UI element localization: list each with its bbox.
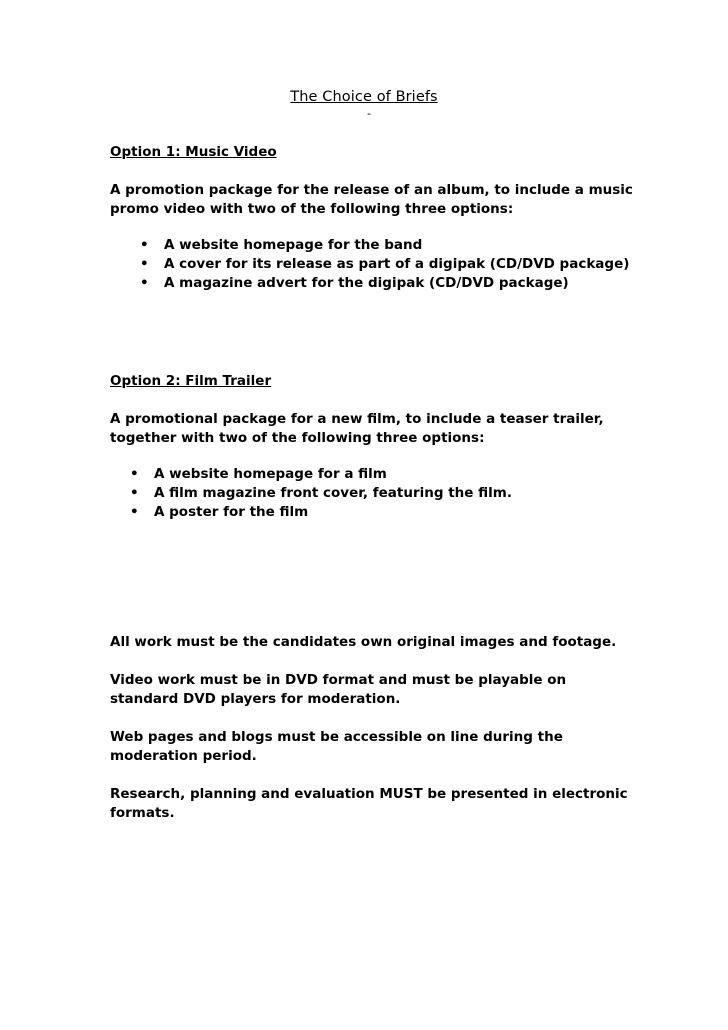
- list-item-text: A magazine advert for the digipak (CD/DVD package): [164, 275, 569, 291]
- document-title: The Choice of Briefs: [290, 89, 438, 105]
- note-web-line2: moderation period.: [110, 748, 257, 764]
- title-mark: -: [367, 107, 371, 120]
- note-web-line1: Web pages and blogs must be accessible on line during the: [110, 729, 563, 745]
- note-video-line1: Video work must be in DVD format and must be playable on: [110, 672, 567, 688]
- note-research-line2: formats.: [110, 805, 175, 821]
- option1-heading: Option 1: Music Video: [110, 144, 277, 160]
- option2-intro-line2: together with two of the following three options:: [110, 430, 485, 446]
- list-item-text: A cover for its release as part of a digipak (CD/DVD package): [164, 256, 630, 272]
- list-item: [110, 503, 670, 522]
- option2-list: [110, 465, 670, 522]
- bullet-icon: •: [140, 237, 149, 253]
- bullet-icon: •: [130, 504, 139, 520]
- note-originality: All work must be the candidates own original images and footage.: [110, 634, 617, 650]
- list-item: [110, 274, 670, 293]
- list-item-text: A film magazine front cover, featuring the film.: [154, 485, 512, 501]
- note-research-line1: Research, planning and evaluation MUST be presented in electronic: [110, 786, 628, 802]
- bullet-icon: •: [130, 466, 139, 482]
- list-item: [110, 465, 670, 484]
- list-item-text: A website homepage for a film: [154, 466, 387, 482]
- list-item-text: A website homepage for the band: [164, 237, 423, 253]
- bullet-icon: •: [130, 485, 139, 501]
- note-video-line2: standard DVD players for moderation.: [110, 691, 401, 707]
- option2-heading: Option 2: Film Trailer: [110, 373, 272, 389]
- requirements-section: [110, 633, 670, 823]
- option1-section: [110, 143, 670, 293]
- option1-list: [110, 236, 670, 293]
- option1-intro-line1: A promotion package for the release of an album, to include a music: [110, 182, 633, 198]
- list-item-text: A poster for the film: [154, 504, 309, 520]
- option2-intro-line1: A promotional package for a new film, to include a teaser trailer,: [110, 411, 604, 427]
- list-item: [110, 236, 670, 255]
- option2-section: [110, 372, 670, 522]
- list-item: [110, 255, 670, 274]
- bullet-icon: •: [140, 275, 149, 291]
- bullet-icon: •: [140, 256, 149, 272]
- option1-intro-line2: promo video with two of the following three options:: [110, 201, 514, 217]
- list-item: [110, 484, 670, 503]
